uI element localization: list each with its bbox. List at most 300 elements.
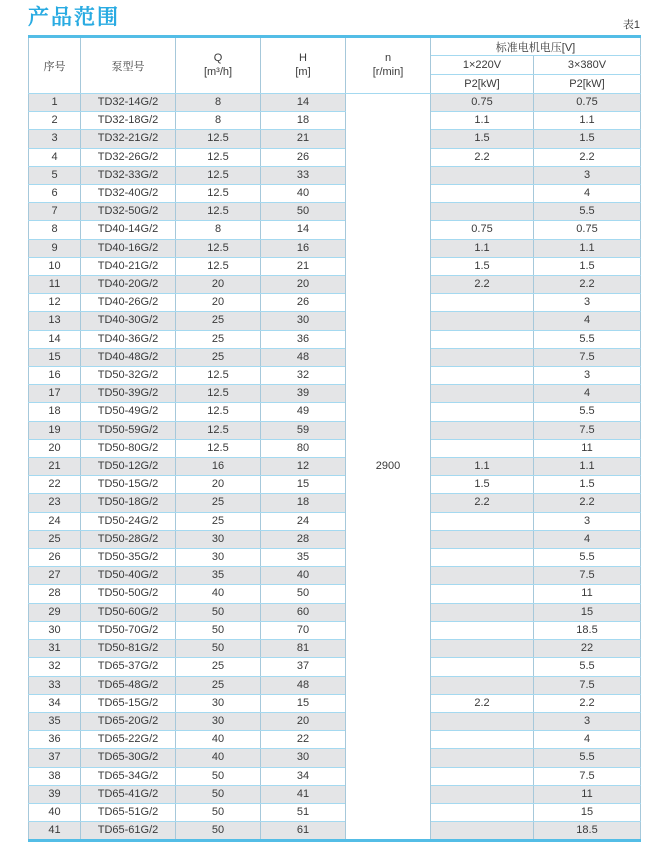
cell-h: 48 (261, 676, 346, 694)
cell-p2-380: 2.2 (534, 694, 641, 712)
cell-p2-380: 22 (534, 640, 641, 658)
cell-p2-380: 3 (534, 512, 641, 530)
cell-model: TD65-15G/2 (81, 694, 176, 712)
cell-p2-220 (431, 348, 534, 366)
cell-p2-380: 18.5 (534, 621, 641, 639)
cell-serial: 11 (29, 276, 81, 294)
cell-model: TD32-33G/2 (81, 166, 176, 184)
cell-serial: 33 (29, 676, 81, 694)
cell-model: TD50-24G/2 (81, 512, 176, 530)
cell-h: 26 (261, 294, 346, 312)
cell-q: 12.5 (176, 403, 261, 421)
table-row (29, 749, 641, 767)
cell-q: 12.5 (176, 130, 261, 148)
cell-model: TD40-48G/2 (81, 348, 176, 366)
cell-model: TD32-26G/2 (81, 148, 176, 166)
cell-h: 16 (261, 239, 346, 257)
cell-model: TD50-28G/2 (81, 530, 176, 548)
table-row (29, 439, 641, 457)
cell-p2-380: 1.5 (534, 257, 641, 275)
cell-q: 25 (176, 676, 261, 694)
cell-p2-380: 2.2 (534, 276, 641, 294)
table-row (29, 94, 641, 112)
cell-model: TD65-37G/2 (81, 658, 176, 676)
cell-p2-220 (431, 621, 534, 639)
cell-p2-220: 2.2 (431, 148, 534, 166)
table-row (29, 276, 641, 294)
cell-q: 40 (176, 749, 261, 767)
cell-h: 36 (261, 330, 346, 348)
cell-p2-380: 1.5 (534, 130, 641, 148)
cell-h: 24 (261, 512, 346, 530)
table-row (29, 166, 641, 184)
cell-q: 25 (176, 348, 261, 366)
cell-h: 49 (261, 403, 346, 421)
cell-p2-380: 5.5 (534, 749, 641, 767)
cell-serial: 5 (29, 166, 81, 184)
cell-q: 25 (176, 494, 261, 512)
header-voltage-380: 3×380V (534, 56, 641, 75)
cell-q: 12.5 (176, 385, 261, 403)
cell-model: TD65-30G/2 (81, 749, 176, 767)
header-p2-380: P2[kW] (534, 75, 641, 94)
cell-serial: 19 (29, 421, 81, 439)
table-row (29, 203, 641, 221)
cell-p2-380: 7.5 (534, 348, 641, 366)
cell-p2-380: 4 (534, 530, 641, 548)
cell-model: TD50-59G/2 (81, 421, 176, 439)
table-row (29, 676, 641, 694)
cell-q: 8 (176, 221, 261, 239)
cell-h: 30 (261, 749, 346, 767)
table-row (29, 330, 641, 348)
header-voltage-220: 1×220V (431, 56, 534, 75)
cell-h: 40 (261, 567, 346, 585)
cell-h: 51 (261, 803, 346, 821)
cell-h: 14 (261, 221, 346, 239)
cell-p2-220 (431, 603, 534, 621)
cell-p2-380: 0.75 (534, 94, 641, 112)
cell-h: 18 (261, 494, 346, 512)
cell-p2-220 (431, 530, 534, 548)
cell-h: 20 (261, 712, 346, 730)
cell-p2-380: 3 (534, 294, 641, 312)
cell-model: TD50-32G/2 (81, 367, 176, 385)
cell-p2-380: 7.5 (534, 567, 641, 585)
cell-q: 30 (176, 694, 261, 712)
cell-p2-220 (431, 585, 534, 603)
cell-serial: 26 (29, 549, 81, 567)
cell-model: TD40-36G/2 (81, 330, 176, 348)
table-row (29, 658, 641, 676)
cell-q: 16 (176, 458, 261, 476)
cell-model: TD32-21G/2 (81, 130, 176, 148)
cell-q: 50 (176, 603, 261, 621)
cell-serial: 38 (29, 767, 81, 785)
cell-model: TD32-50G/2 (81, 203, 176, 221)
cell-serial: 41 (29, 822, 81, 841)
cell-p2-220 (431, 166, 534, 184)
cell-p2-220 (431, 312, 534, 330)
cell-q: 20 (176, 276, 261, 294)
cell-p2-380: 1.1 (534, 239, 641, 257)
cell-serial: 13 (29, 312, 81, 330)
cell-p2-220: 0.75 (431, 94, 534, 112)
cell-h: 21 (261, 130, 346, 148)
cell-serial: 28 (29, 585, 81, 603)
table-row (29, 822, 641, 841)
cell-h: 15 (261, 694, 346, 712)
cell-p2-380: 1.5 (534, 476, 641, 494)
cell-q: 30 (176, 549, 261, 567)
cell-p2-220 (431, 421, 534, 439)
cell-h: 18 (261, 112, 346, 130)
cell-h: 37 (261, 658, 346, 676)
cell-q: 20 (176, 294, 261, 312)
cell-h: 32 (261, 367, 346, 385)
cell-h: 41 (261, 785, 346, 803)
cell-p2-380: 5.5 (534, 658, 641, 676)
cell-model: TD40-21G/2 (81, 257, 176, 275)
cell-serial: 39 (29, 785, 81, 803)
cell-model: TD50-80G/2 (81, 439, 176, 457)
header-serial-label: 序号 (43, 60, 66, 73)
cell-serial: 14 (29, 330, 81, 348)
header-flow-symbol: Q (213, 52, 223, 65)
table-row (29, 476, 641, 494)
cell-q: 12.5 (176, 203, 261, 221)
cell-h: 12 (261, 458, 346, 476)
cell-model: TD50-35G/2 (81, 549, 176, 567)
cell-serial: 29 (29, 603, 81, 621)
cell-p2-220 (431, 512, 534, 530)
cell-p2-220 (431, 658, 534, 676)
cell-model: TD40-26G/2 (81, 294, 176, 312)
cell-p2-220 (431, 403, 534, 421)
table-row (29, 239, 641, 257)
cell-p2-220 (431, 767, 534, 785)
cell-p2-380: 11 (534, 585, 641, 603)
cell-q: 25 (176, 312, 261, 330)
cell-model: TD65-22G/2 (81, 731, 176, 749)
cell-q: 40 (176, 585, 261, 603)
cell-q: 50 (176, 785, 261, 803)
cell-p2-220 (431, 712, 534, 730)
table-row (29, 694, 641, 712)
cell-h: 26 (261, 148, 346, 166)
header-head (261, 37, 346, 94)
cell-p2-380: 11 (534, 439, 641, 457)
cell-p2-220 (431, 731, 534, 749)
table-row (29, 458, 641, 476)
cell-q: 50 (176, 767, 261, 785)
cell-p2-380: 15 (534, 803, 641, 821)
cell-h: 60 (261, 603, 346, 621)
cell-h: 30 (261, 312, 346, 330)
cell-p2-380: 2.2 (534, 148, 641, 166)
cell-model: TD50-18G/2 (81, 494, 176, 512)
cell-serial: 22 (29, 476, 81, 494)
cell-h: 33 (261, 166, 346, 184)
cell-h: 61 (261, 822, 346, 841)
cell-p2-220: 2.2 (431, 694, 534, 712)
table-row (29, 567, 641, 585)
header-flow (176, 37, 261, 94)
cell-p2-380: 5.5 (534, 403, 641, 421)
cell-model: TD50-49G/2 (81, 403, 176, 421)
cell-h: 35 (261, 549, 346, 567)
table-row (29, 221, 641, 239)
cell-model: TD50-81G/2 (81, 640, 176, 658)
cell-q: 30 (176, 530, 261, 548)
cell-h: 59 (261, 421, 346, 439)
cell-p2-220 (431, 549, 534, 567)
cell-p2-220 (431, 439, 534, 457)
header-speed (346, 37, 431, 94)
cell-h: 14 (261, 94, 346, 112)
cell-p2-220: 1.1 (431, 112, 534, 130)
cell-serial: 3 (29, 130, 81, 148)
table-row (29, 348, 641, 366)
cell-p2-220 (431, 185, 534, 203)
cell-q: 50 (176, 640, 261, 658)
cell-p2-220 (431, 367, 534, 385)
cell-q: 12.5 (176, 439, 261, 457)
table-row (29, 367, 641, 385)
cell-q: 12.5 (176, 185, 261, 203)
cell-q: 30 (176, 712, 261, 730)
table-row (29, 403, 641, 421)
cell-q: 12.5 (176, 239, 261, 257)
cell-p2-220: 1.5 (431, 130, 534, 148)
cell-serial: 16 (29, 367, 81, 385)
cell-model: TD65-51G/2 (81, 803, 176, 821)
cell-p2-380: 4 (534, 185, 641, 203)
cell-model: TD65-48G/2 (81, 676, 176, 694)
header-p2-220: P2[kW] (431, 75, 534, 94)
cell-p2-220: 1.5 (431, 476, 534, 494)
cell-model: TD50-12G/2 (81, 458, 176, 476)
cell-model: TD50-70G/2 (81, 621, 176, 639)
page-title: 产品范围 (28, 6, 120, 29)
cell-p2-380: 15 (534, 603, 641, 621)
table-row (29, 512, 641, 530)
cell-serial: 21 (29, 458, 81, 476)
cell-p2-220: 1.5 (431, 257, 534, 275)
header-model-label: 泵型号 (111, 60, 145, 73)
table-row (29, 785, 641, 803)
cell-p2-220: 1.1 (431, 239, 534, 257)
cell-p2-380: 1.1 (534, 458, 641, 476)
cell-p2-220 (431, 749, 534, 767)
header-speed-unit: [r/min] (372, 65, 404, 78)
cell-model: TD40-30G/2 (81, 312, 176, 330)
cell-serial: 23 (29, 494, 81, 512)
cell-n-speed: 2900 (346, 94, 431, 841)
cell-p2-220 (431, 785, 534, 803)
header-flow-unit: [m³/h] (203, 65, 233, 78)
cell-h: 70 (261, 621, 346, 639)
table-header (29, 37, 641, 94)
cell-h: 80 (261, 439, 346, 457)
cell-model: TD65-61G/2 (81, 822, 176, 841)
cell-p2-220: 1.1 (431, 458, 534, 476)
cell-p2-380: 4 (534, 731, 641, 749)
table-row (29, 494, 641, 512)
header-voltage-group: 标准电机电压[V] (431, 37, 641, 56)
cell-h: 21 (261, 257, 346, 275)
cell-model: TD40-20G/2 (81, 276, 176, 294)
table-row (29, 603, 641, 621)
products-table (28, 35, 641, 842)
cell-serial: 12 (29, 294, 81, 312)
cell-p2-220: 0.75 (431, 221, 534, 239)
cell-serial: 18 (29, 403, 81, 421)
cell-model: TD50-15G/2 (81, 476, 176, 494)
cell-serial: 8 (29, 221, 81, 239)
header-speed-symbol: n (384, 52, 392, 65)
cell-serial: 25 (29, 530, 81, 548)
table-row (29, 130, 641, 148)
cell-serial: 4 (29, 148, 81, 166)
cell-model: TD40-14G/2 (81, 221, 176, 239)
cell-p2-380: 7.5 (534, 421, 641, 439)
cell-p2-380: 7.5 (534, 767, 641, 785)
table-number-label: 表1 (622, 19, 640, 31)
cell-model: TD40-16G/2 (81, 239, 176, 257)
cell-p2-220 (431, 294, 534, 312)
cell-q: 8 (176, 112, 261, 130)
cell-p2-380: 11 (534, 785, 641, 803)
cell-p2-380: 18.5 (534, 822, 641, 841)
cell-p2-220: 2.2 (431, 276, 534, 294)
cell-serial: 6 (29, 185, 81, 203)
cell-p2-380: 3 (534, 712, 641, 730)
cell-serial: 37 (29, 749, 81, 767)
cell-p2-380: 5.5 (534, 549, 641, 567)
cell-serial: 20 (29, 439, 81, 457)
table-row (29, 294, 641, 312)
cell-model: TD32-14G/2 (81, 94, 176, 112)
table-row (29, 312, 641, 330)
cell-h: 39 (261, 385, 346, 403)
header-head-symbol: H (299, 52, 307, 65)
table-row (29, 767, 641, 785)
table-row (29, 185, 641, 203)
table-row (29, 148, 641, 166)
cell-serial: 36 (29, 731, 81, 749)
cell-q: 40 (176, 731, 261, 749)
cell-serial: 40 (29, 803, 81, 821)
cell-serial: 27 (29, 567, 81, 585)
cell-q: 12.5 (176, 257, 261, 275)
cell-q: 25 (176, 512, 261, 530)
cell-model: TD65-41G/2 (81, 785, 176, 803)
table-row (29, 530, 641, 548)
cell-p2-380: 2.2 (534, 494, 641, 512)
cell-serial: 32 (29, 658, 81, 676)
cell-p2-220: 2.2 (431, 494, 534, 512)
cell-serial: 15 (29, 348, 81, 366)
cell-model: TD50-60G/2 (81, 603, 176, 621)
cell-q: 12.5 (176, 148, 261, 166)
table-row (29, 640, 641, 658)
cell-p2-220 (431, 640, 534, 658)
cell-p2-220 (431, 676, 534, 694)
cell-model: TD50-40G/2 (81, 567, 176, 585)
table-row (29, 385, 641, 403)
cell-p2-380: 5.5 (534, 203, 641, 221)
cell-serial: 35 (29, 712, 81, 730)
cell-h: 20 (261, 276, 346, 294)
cell-p2-220 (431, 803, 534, 821)
cell-serial: 30 (29, 621, 81, 639)
cell-serial: 34 (29, 694, 81, 712)
cell-q: 20 (176, 476, 261, 494)
cell-model: TD50-39G/2 (81, 385, 176, 403)
cell-p2-220 (431, 567, 534, 585)
table-row (29, 585, 641, 603)
table-body (29, 94, 641, 841)
cell-model: TD65-20G/2 (81, 712, 176, 730)
cell-p2-380: 1.1 (534, 112, 641, 130)
cell-serial: 17 (29, 385, 81, 403)
cell-serial: 9 (29, 239, 81, 257)
cell-p2-220 (431, 330, 534, 348)
cell-serial: 1 (29, 94, 81, 112)
cell-q: 50 (176, 803, 261, 821)
cell-h: 15 (261, 476, 346, 494)
cell-p2-380: 4 (534, 312, 641, 330)
cell-h: 50 (261, 585, 346, 603)
cell-p2-380: 7.5 (534, 676, 641, 694)
cell-h: 81 (261, 640, 346, 658)
cell-p2-220 (431, 385, 534, 403)
cell-q: 8 (176, 94, 261, 112)
cell-h: 50 (261, 203, 346, 221)
cell-p2-380: 0.75 (534, 221, 641, 239)
table-row (29, 112, 641, 130)
cell-serial: 2 (29, 112, 81, 130)
cell-q: 50 (176, 822, 261, 841)
header-serial (29, 37, 81, 94)
cell-serial: 24 (29, 512, 81, 530)
table-row (29, 803, 641, 821)
cell-h: 28 (261, 530, 346, 548)
cell-p2-380: 3 (534, 367, 641, 385)
header-model (81, 37, 176, 94)
cell-q: 35 (176, 567, 261, 585)
cell-p2-380: 4 (534, 385, 641, 403)
cell-p2-380: 5.5 (534, 330, 641, 348)
cell-model: TD65-34G/2 (81, 767, 176, 785)
cell-p2-380: 3 (534, 166, 641, 184)
table-row (29, 549, 641, 567)
table-row (29, 712, 641, 730)
cell-q: 25 (176, 658, 261, 676)
cell-p2-220 (431, 822, 534, 841)
cell-h: 22 (261, 731, 346, 749)
cell-serial: 31 (29, 640, 81, 658)
table-row (29, 731, 641, 749)
cell-serial: 10 (29, 257, 81, 275)
header-head-unit: [m] (295, 65, 311, 78)
table-row (29, 257, 641, 275)
cell-h: 34 (261, 767, 346, 785)
table-row (29, 621, 641, 639)
cell-h: 40 (261, 185, 346, 203)
cell-q: 50 (176, 621, 261, 639)
